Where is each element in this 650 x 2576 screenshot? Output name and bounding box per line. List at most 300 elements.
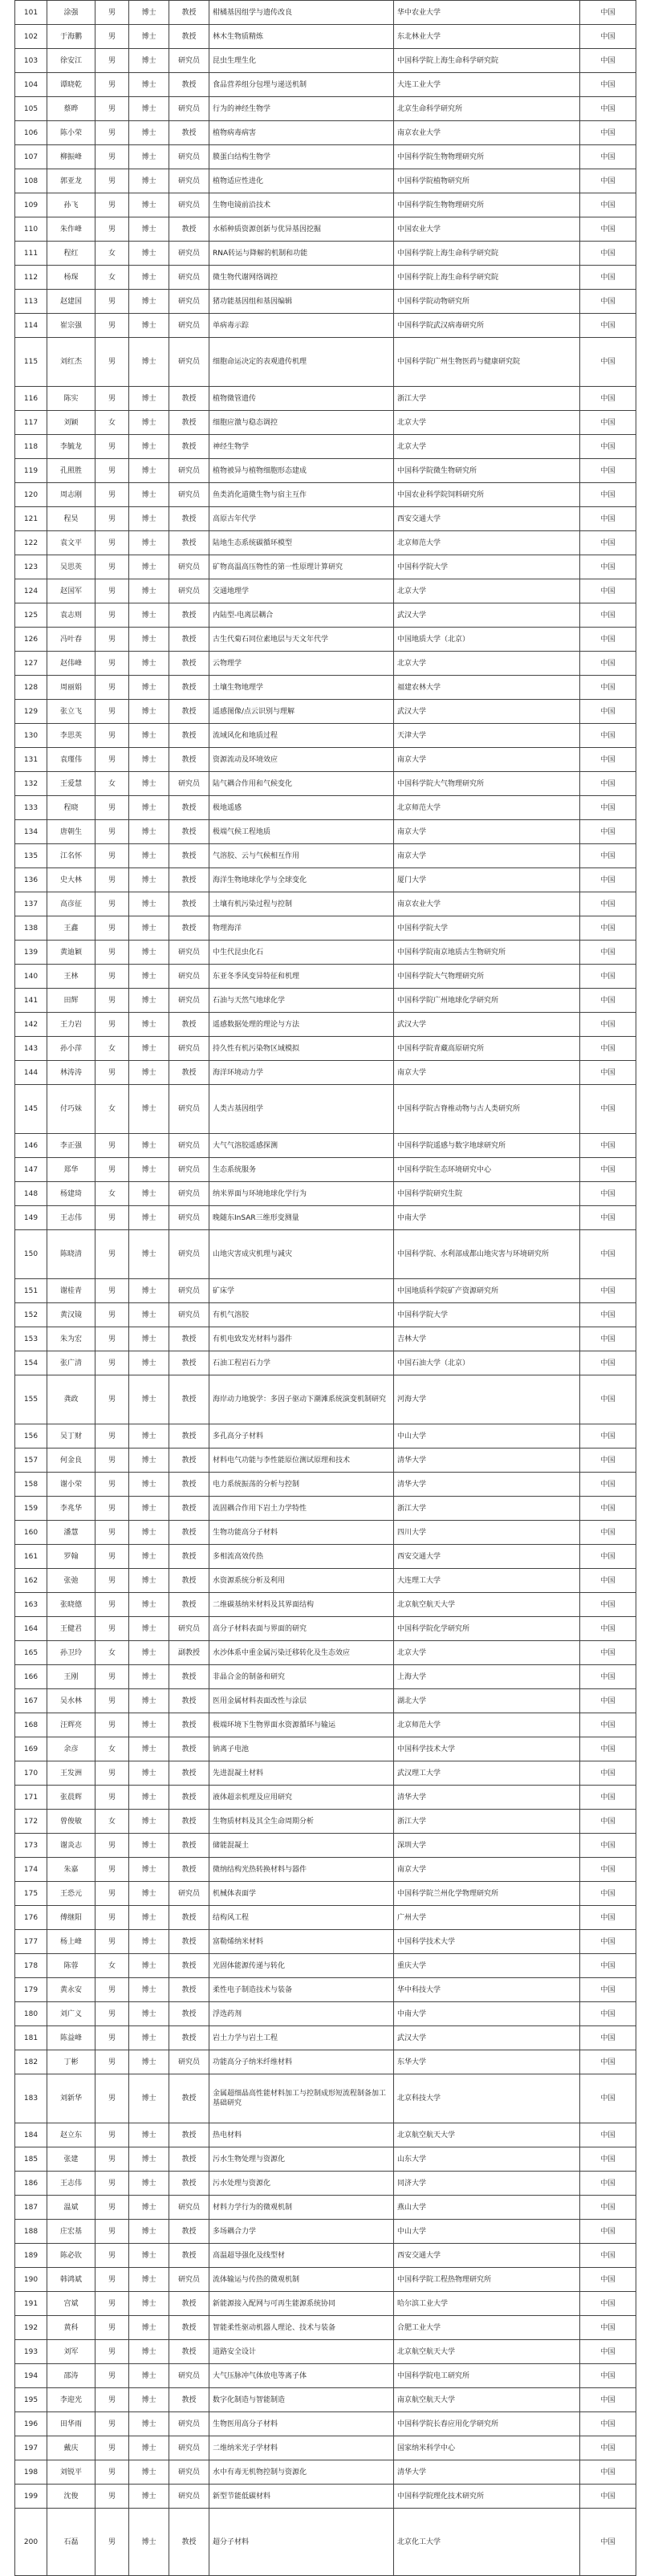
research-field-cell: RNA转运与降解的机制和功能 (209, 242, 394, 266)
institution-cell: 南京航空航天大学 (394, 2388, 580, 2412)
table-row (15, 49, 636, 73)
gender-cell: 男 (95, 965, 129, 989)
person-name-cell: 郭亚龙 (47, 169, 95, 193)
table-row (15, 2292, 636, 2316)
research-field-cell: 鱼类消化道微生物与宿主互作 (209, 483, 394, 507)
gender-cell: 男 (95, 628, 129, 652)
title-cell: 研究员 (169, 97, 209, 121)
gender-cell: 男 (95, 724, 129, 748)
person-name-cell: 涂强 (47, 1, 95, 25)
title-cell: 研究员 (169, 1617, 209, 1641)
table-row (15, 1786, 636, 1810)
institution-cell: 中国科学院工程热物理研究所 (394, 2268, 580, 2292)
country-cell: 中国 (580, 266, 636, 290)
degree-cell: 博士 (129, 844, 169, 868)
row-number-cell: 188 (15, 2220, 47, 2244)
research-field-cell: 细胞应激与稳态调控 (209, 411, 394, 435)
title-cell: 研究员 (169, 2485, 209, 2509)
country-cell: 中国 (580, 748, 636, 772)
institution-cell: 山东大学 (394, 2147, 580, 2172)
person-name-cell: 朱作峰 (47, 217, 95, 242)
country-cell: 中国 (580, 242, 636, 266)
row-number-cell: 171 (15, 1786, 47, 1810)
title-cell: 研究员 (169, 2460, 209, 2485)
country-cell: 中国 (580, 1473, 636, 1497)
institution-cell: 中国科学院遥感与数字地球研究所 (394, 1134, 580, 1158)
research-field-cell: 遥感数据处理的理论与方法 (209, 1013, 394, 1037)
title-cell: 研究员 (169, 941, 209, 965)
institution-cell: 河海大学 (394, 1375, 580, 1424)
table-row (15, 145, 636, 169)
degree-cell: 博士 (129, 2340, 169, 2364)
row-number-cell: 152 (15, 1303, 47, 1327)
row-number-cell: 123 (15, 555, 47, 579)
research-field-cell: 材料电气功能与李性能原位测试原理和技术 (209, 1448, 394, 1473)
degree-cell: 博士 (129, 1786, 169, 1810)
table-row (15, 266, 636, 290)
gender-cell: 男 (95, 1061, 129, 1085)
research-field-cell: 流域风化和地质过程 (209, 724, 394, 748)
institution-cell: 北京科技大学 (394, 2074, 580, 2123)
country-cell: 中国 (580, 1037, 636, 1061)
research-field-cell: 物理海洋 (209, 916, 394, 941)
institution-cell: 清华大学 (394, 1448, 580, 1473)
institution-cell: 燕山大学 (394, 2196, 580, 2220)
gender-cell: 男 (95, 1593, 129, 1617)
institution-cell: 合肥工业大学 (394, 2316, 580, 2340)
row-number-cell: 154 (15, 1351, 47, 1375)
country-cell: 中国 (580, 1206, 636, 1230)
person-name-cell: 陈蓉 (47, 1954, 95, 1978)
institution-cell: 华中科技大学 (394, 1978, 580, 2002)
institution-cell: 武汉理工大学 (394, 1761, 580, 1786)
research-field-cell: 食品营养组分包埋与递送机制 (209, 73, 394, 97)
title-cell: 研究员 (169, 2050, 209, 2074)
person-name-cell: 刘颖 (47, 411, 95, 435)
country-cell: 中国 (580, 772, 636, 796)
country-cell: 中国 (580, 459, 636, 483)
research-field-cell: 生物电镜前沿技术 (209, 193, 394, 217)
gender-cell: 男 (95, 676, 129, 700)
table-row (15, 1061, 636, 1085)
country-cell: 中国 (580, 1713, 636, 1737)
country-cell: 中国 (580, 411, 636, 435)
row-number-cell: 106 (15, 121, 47, 145)
institution-cell: 中国地质科学院矿产资源研究所 (394, 1279, 580, 1303)
country-cell: 中国 (580, 1134, 636, 1158)
row-number-cell: 112 (15, 266, 47, 290)
gender-cell: 男 (95, 603, 129, 628)
research-field-cell: 膜蛋白结构生物学 (209, 145, 394, 169)
row-number-cell: 197 (15, 2436, 47, 2460)
gender-cell: 男 (95, 1858, 129, 1882)
table-row (15, 2509, 636, 2576)
title-cell: 教授 (169, 1061, 209, 1085)
table-body (15, 1, 636, 2576)
country-cell: 中国 (580, 1737, 636, 1761)
title-cell: 教授 (169, 2026, 209, 2050)
gender-cell: 男 (95, 2220, 129, 2244)
research-field-cell: 单病毒示踪 (209, 314, 394, 338)
row-number-cell: 190 (15, 2268, 47, 2292)
institution-cell: 中国科学院大学 (394, 555, 580, 579)
table-row (15, 555, 636, 579)
person-name-cell: 袁志则 (47, 603, 95, 628)
row-number-cell: 198 (15, 2460, 47, 2485)
institution-cell: 华中农业大学 (394, 1, 580, 25)
table-row (15, 1858, 636, 1882)
institution-cell: 中国科学院电工研究所 (394, 2364, 580, 2388)
country-cell: 中国 (580, 2436, 636, 2460)
person-name-cell: 韩鸿斌 (47, 2268, 95, 2292)
row-number-cell: 196 (15, 2412, 47, 2436)
degree-cell: 博士 (129, 1737, 169, 1761)
institution-cell: 武汉大学 (394, 603, 580, 628)
research-field-cell: 非晶合金的制备和研究 (209, 1665, 394, 1689)
gender-cell: 男 (95, 2485, 129, 2509)
gender-cell: 男 (95, 796, 129, 820)
country-cell: 中国 (580, 2388, 636, 2412)
person-name-cell: 王爱慧 (47, 772, 95, 796)
gender-cell: 男 (95, 2074, 129, 2123)
table-row (15, 242, 636, 266)
research-field-cell: 海岸动力地貌学：多因子驱动下潮滩系统演变机制研究 (209, 1375, 394, 1424)
table-row (15, 2026, 636, 2050)
title-cell: 研究员 (169, 1230, 209, 1279)
country-cell: 中国 (580, 2509, 636, 2576)
row-number-cell: 187 (15, 2196, 47, 2220)
degree-cell: 博士 (129, 916, 169, 941)
table-row (15, 700, 636, 724)
table-row (15, 193, 636, 217)
table-row (15, 1013, 636, 1037)
row-number-cell: 194 (15, 2364, 47, 2388)
title-cell: 教授 (169, 25, 209, 49)
research-field-cell: 水中有毒无机物控制与资源化 (209, 2460, 394, 2485)
row-number-cell: 158 (15, 1473, 47, 1497)
row-number-cell: 199 (15, 2485, 47, 2509)
country-cell: 中国 (580, 868, 636, 892)
person-name-cell: 刘军 (47, 2340, 95, 2364)
table-row (15, 2364, 636, 2388)
institution-cell: 中国科学院微生物研究所 (394, 459, 580, 483)
country-cell: 中国 (580, 1882, 636, 1906)
institution-cell: 中山大学 (394, 1424, 580, 1448)
country-cell: 中国 (580, 338, 636, 387)
table-row (15, 844, 636, 868)
country-cell: 中国 (580, 49, 636, 73)
table-row (15, 1810, 636, 1834)
row-number-cell: 157 (15, 1448, 47, 1473)
institution-cell: 西安交通大学 (394, 1545, 580, 1569)
country-cell: 中国 (580, 1182, 636, 1206)
gender-cell: 男 (95, 2412, 129, 2436)
degree-cell: 博士 (129, 579, 169, 603)
gender-cell: 男 (95, 49, 129, 73)
table-row (15, 820, 636, 844)
gender-cell: 男 (95, 1545, 129, 1569)
person-name-cell: 王恐元 (47, 1882, 95, 1906)
table-row (15, 1158, 636, 1182)
degree-cell: 博士 (129, 965, 169, 989)
degree-cell: 博士 (129, 796, 169, 820)
title-cell: 教授 (169, 676, 209, 700)
gender-cell: 男 (95, 1761, 129, 1786)
degree-cell: 博士 (129, 411, 169, 435)
person-name-cell: 陈必钦 (47, 2244, 95, 2268)
country-cell: 中国 (580, 169, 636, 193)
title-cell: 教授 (169, 892, 209, 916)
table-row (15, 531, 636, 555)
gender-cell: 男 (95, 1882, 129, 1906)
row-number-cell: 180 (15, 2002, 47, 2026)
degree-cell: 博士 (129, 1448, 169, 1473)
title-cell: 教授 (169, 1810, 209, 1834)
degree-cell: 博士 (129, 459, 169, 483)
person-name-cell: 袁文平 (47, 531, 95, 555)
degree-cell: 博士 (129, 941, 169, 965)
title-cell: 教授 (169, 2147, 209, 2172)
country-cell: 中国 (580, 1858, 636, 1882)
country-cell: 中国 (580, 1013, 636, 1037)
title-cell: 教授 (169, 2074, 209, 2123)
institution-cell: 中国科学院化学研究所 (394, 1617, 580, 1641)
degree-cell: 博士 (129, 1085, 169, 1134)
person-name-cell: 张晨辉 (47, 1786, 95, 1810)
person-name-cell: 石磊 (47, 2509, 95, 2576)
person-name-cell: 刘新华 (47, 2074, 95, 2123)
research-field-cell: 储能混凝土 (209, 1834, 394, 1858)
person-name-cell: 朱嘉 (47, 1858, 95, 1882)
title-cell: 教授 (169, 652, 209, 676)
institution-cell: 中南大学 (394, 2002, 580, 2026)
research-field-cell: 有机气溶胶 (209, 1303, 394, 1327)
gender-cell: 男 (95, 2364, 129, 2388)
research-field-cell: 山地灾害成灾机理与减灾 (209, 1230, 394, 1279)
research-field-cell: 热电材料 (209, 2123, 394, 2147)
row-number-cell: 121 (15, 507, 47, 531)
gender-cell: 男 (95, 868, 129, 892)
country-cell: 中国 (580, 25, 636, 49)
institution-cell: 武汉大学 (394, 1013, 580, 1037)
gender-cell: 女 (95, 1182, 129, 1206)
person-name-cell: 程昊 (47, 507, 95, 531)
person-name-cell: 于海鹏 (47, 25, 95, 49)
person-name-cell: 陈小荣 (47, 121, 95, 145)
gender-cell: 男 (95, 314, 129, 338)
institution-cell: 中国科学院大学 (394, 1303, 580, 1327)
research-field-cell: 中生代昆虫化石 (209, 941, 394, 965)
table-row (15, 1351, 636, 1375)
research-field-cell: 生态系统服务 (209, 1158, 394, 1182)
gender-cell: 男 (95, 1424, 129, 1448)
institution-cell: 中山大学 (394, 2220, 580, 2244)
title-cell: 研究员 (169, 314, 209, 338)
row-number-cell: 128 (15, 676, 47, 700)
title-cell: 研究员 (169, 49, 209, 73)
research-field-cell: 金属超细晶高性能材料加工与控制成形短流程制备加工基础研究 (209, 2074, 394, 2123)
gender-cell: 男 (95, 1665, 129, 1689)
row-number-cell: 139 (15, 941, 47, 965)
gender-cell: 男 (95, 652, 129, 676)
title-cell: 研究员 (169, 290, 209, 314)
table-row (15, 2268, 636, 2292)
country-cell: 中国 (580, 555, 636, 579)
row-number-cell: 136 (15, 868, 47, 892)
row-number-cell: 103 (15, 49, 47, 73)
institution-cell: 上海大学 (394, 1665, 580, 1689)
title-cell: 研究员 (169, 145, 209, 169)
table-row (15, 603, 636, 628)
title-cell: 教授 (169, 1786, 209, 1810)
title-cell: 教授 (169, 1448, 209, 1473)
row-number-cell: 167 (15, 1689, 47, 1713)
research-field-cell: 污水处理与资源化 (209, 2172, 394, 2196)
research-field-cell: 功能高分子纳米纤维材料 (209, 2050, 394, 2074)
gender-cell: 女 (95, 772, 129, 796)
country-cell: 中国 (580, 2244, 636, 2268)
title-cell: 研究员 (169, 2412, 209, 2436)
person-name-cell: 吴思英 (47, 555, 95, 579)
degree-cell: 博士 (129, 1206, 169, 1230)
table-row (15, 169, 636, 193)
degree-cell: 博士 (129, 1303, 169, 1327)
country-cell: 中国 (580, 314, 636, 338)
institution-cell: 武汉大学 (394, 2026, 580, 2050)
research-field-cell: 石油工程岩石力学 (209, 1351, 394, 1375)
research-field-cell: 液体超亲机理及应用研究 (209, 1786, 394, 1810)
country-cell: 中国 (580, 145, 636, 169)
table-row (15, 1327, 636, 1351)
gender-cell: 女 (95, 1037, 129, 1061)
row-number-cell: 165 (15, 1641, 47, 1665)
degree-cell: 博士 (129, 1545, 169, 1569)
institution-cell: 中国科学院大学 (394, 916, 580, 941)
table-row (15, 338, 636, 387)
research-field-cell: 岩土力学与岩土工程 (209, 2026, 394, 2050)
country-cell: 中国 (580, 2196, 636, 2220)
institution-cell: 大连理工大学 (394, 1569, 580, 1593)
table-row (15, 1206, 636, 1230)
table-row (15, 1473, 636, 1497)
table-row (15, 2172, 636, 2196)
person-name-cell: 张建 (47, 2147, 95, 2172)
title-cell: 教授 (169, 844, 209, 868)
row-number-cell: 179 (15, 1978, 47, 2002)
research-field-cell: 柔性电子制造技术与装备 (209, 1978, 394, 2002)
title-cell: 教授 (169, 628, 209, 652)
person-name-cell: 陈益峰 (47, 2026, 95, 2050)
table-row (15, 1182, 636, 1206)
gender-cell: 男 (95, 892, 129, 916)
research-field-cell: 钠离子电池 (209, 1737, 394, 1761)
gender-cell: 男 (95, 1134, 129, 1158)
row-number-cell: 118 (15, 435, 47, 459)
gender-cell: 男 (95, 844, 129, 868)
degree-cell: 博士 (129, 1134, 169, 1158)
title-cell: 研究员 (169, 1037, 209, 1061)
degree-cell: 博士 (129, 25, 169, 49)
research-field-cell: 水沙体系中重金属污染迁移转化及生态效应 (209, 1641, 394, 1665)
degree-cell: 博士 (129, 1279, 169, 1303)
research-field-cell: 人类古基因组学 (209, 1085, 394, 1134)
research-field-cell: 纳米界面与环境地球化学行为 (209, 1182, 394, 1206)
title-cell: 教授 (169, 1521, 209, 1545)
country-cell: 中国 (580, 1761, 636, 1786)
table-row (15, 1545, 636, 1569)
person-name-cell: 吴丁财 (47, 1424, 95, 1448)
person-name-cell: 谢小荣 (47, 1473, 95, 1497)
row-number-cell: 124 (15, 579, 47, 603)
gender-cell: 女 (95, 242, 129, 266)
title-cell: 研究员 (169, 965, 209, 989)
row-number-cell: 161 (15, 1545, 47, 1569)
row-number-cell: 135 (15, 844, 47, 868)
institution-cell: 中国科学院研究生院 (394, 1182, 580, 1206)
country-cell: 中国 (580, 1641, 636, 1665)
country-cell: 中国 (580, 1834, 636, 1858)
country-cell: 中国 (580, 387, 636, 411)
table-row (15, 435, 636, 459)
row-number-cell: 162 (15, 1569, 47, 1593)
row-number-cell: 107 (15, 145, 47, 169)
country-cell: 中国 (580, 121, 636, 145)
title-cell: 研究员 (169, 1182, 209, 1206)
country-cell: 中国 (580, 989, 636, 1013)
title-cell: 研究员 (169, 2268, 209, 2292)
research-field-cell: 多场耦合力学 (209, 2220, 394, 2244)
gender-cell: 男 (95, 820, 129, 844)
gender-cell: 男 (95, 1351, 129, 1375)
degree-cell: 博士 (129, 314, 169, 338)
table-row (15, 2316, 636, 2340)
institution-cell: 中国科学院、水利部成都山地灾害与环境研究所 (394, 1230, 580, 1279)
title-cell: 教授 (169, 1351, 209, 1375)
table-row (15, 1085, 636, 1134)
country-cell: 中国 (580, 1424, 636, 1448)
table-row (15, 628, 636, 652)
table-row (15, 1737, 636, 1761)
research-field-cell: 富勒烯纳米材料 (209, 1930, 394, 1954)
title-cell: 教授 (169, 2123, 209, 2147)
gender-cell: 男 (95, 2340, 129, 2364)
country-cell: 中国 (580, 579, 636, 603)
title-cell: 研究员 (169, 1085, 209, 1134)
country-cell: 中国 (580, 844, 636, 868)
research-field-cell: 光固体能源传递与转化 (209, 1954, 394, 1978)
row-number-cell: 160 (15, 1521, 47, 1545)
country-cell: 中国 (580, 2074, 636, 2123)
researcher-table-container (14, 0, 636, 2576)
table-row (15, 1279, 636, 1303)
table-row (15, 579, 636, 603)
degree-cell: 博士 (129, 1158, 169, 1182)
gender-cell: 男 (95, 2292, 129, 2316)
degree-cell: 博士 (129, 2123, 169, 2147)
gender-cell: 男 (95, 2244, 129, 2268)
title-cell: 教授 (169, 2509, 209, 2576)
table-row (15, 1521, 636, 1545)
title-cell: 研究员 (169, 193, 209, 217)
gender-cell: 男 (95, 531, 129, 555)
research-field-cell: 猪功能基因组和基因编辑 (209, 290, 394, 314)
gender-cell: 男 (95, 2147, 129, 2172)
country-cell: 中国 (580, 2485, 636, 2509)
gender-cell: 男 (95, 459, 129, 483)
table-row (15, 916, 636, 941)
institution-cell: 中国科学技术大学 (394, 1930, 580, 1954)
row-number-cell: 192 (15, 2316, 47, 2340)
